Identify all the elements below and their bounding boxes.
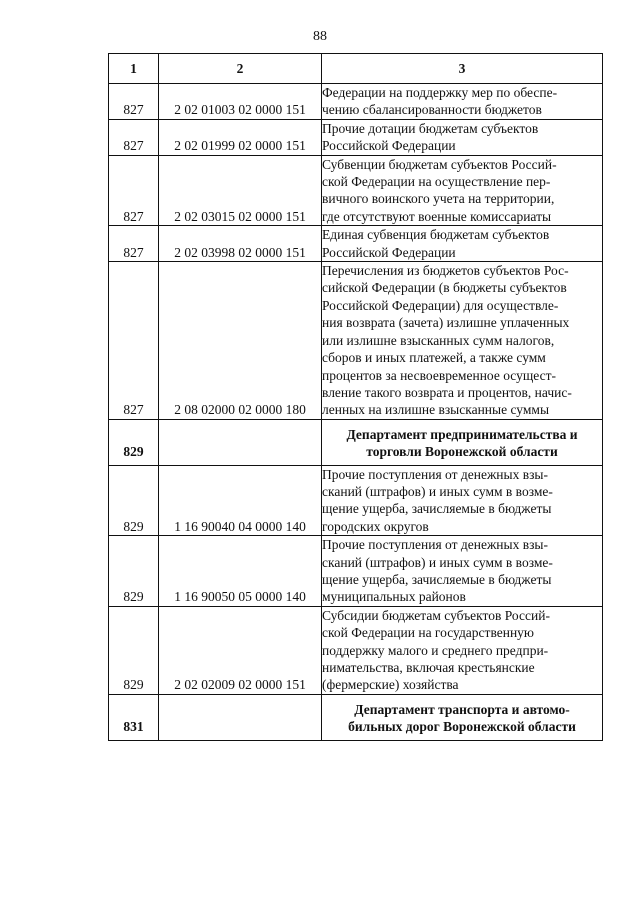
description-line: Субвенции бюджетам субъектов Россий- [322,156,557,172]
revenue-description [322,226,603,262]
description-line: торговли Воронежской области [366,444,558,460]
department-row [109,419,603,465]
administrator-code: 827 [109,84,159,120]
description-line: Прочие дотации бюджетам субъектов [322,120,539,136]
table-row [109,226,603,262]
description-line: где отсутствуют военные комиссариаты [322,208,552,224]
revenue-description [322,262,603,420]
administrator-code: 827 [109,262,159,420]
table-row [109,606,603,694]
description-line: (фермерские) хозяйства [322,677,459,693]
column-header: 3 [322,54,603,84]
description-line: Российской Федерации [322,244,456,260]
description-line: ленных на излишне взысканные суммы [322,402,550,418]
description-line: городских округов [322,518,429,534]
table-row [109,119,603,155]
description-line: сканий (штрафов) и иных сумм в возме- [322,554,553,570]
administrator-code: 827 [109,119,159,155]
table-row [109,262,603,420]
description-line: ния возврата (зачета) излишне уплаченных [322,315,570,331]
administrator-code: 827 [109,226,159,262]
description-line: сийской Федерации (в бюджеты субъектов [322,280,567,296]
description-line: Департамент предпринимательства и [346,426,578,442]
description-line: Российской Федерации) для осуществле- [322,297,559,313]
administrator-code: 829 [109,465,159,536]
description-line: щение ущерба, зачисляемые в бюджеты [322,571,552,587]
budget-classification-code: 2 02 01999 02 0000 151 [159,119,322,155]
budget-classification-code: 1 16 90040 04 0000 140 [159,465,322,536]
description-line: поддержку малого и среднего предпри- [322,642,549,658]
description-line: сканий (штрафов) и иных сумм в возме- [322,483,553,499]
page-number: 88 [313,29,327,44]
budget-classification-code: 2 02 03998 02 0000 151 [159,226,322,262]
description-line: бильных дорог Воронежской области [348,719,576,735]
column-header: 2 [159,54,322,84]
description-line: ской Федерации на государственную [322,625,535,641]
description-line: Прочие поступления от денежных взы- [322,466,548,482]
description-line: сборов и иных платежей, а также сумм [322,350,546,366]
administrator-code: 829 [109,419,159,465]
revenue-description [322,465,603,536]
description-line: муниципальных районов [322,589,466,605]
revenue-description [322,606,603,694]
revenue-description [322,155,603,226]
budget-classification-code: 2 02 02009 02 0000 151 [159,606,322,694]
budget-classification-code [159,694,322,740]
revenue-description [322,536,603,607]
administrator-code: 831 [109,694,159,740]
administrator-code: 829 [109,606,159,694]
description-line: ской Федерации на осуществление пер- [322,174,551,190]
budget-classification-code: 1 16 90050 05 0000 140 [159,536,322,607]
revenue-description [322,119,603,155]
description-line: Субсидии бюджетам субъектов Россий- [322,607,550,623]
table-row [109,155,603,226]
budget-classification-table [108,53,603,741]
description-line: Федерации на поддержку мер по обеспе- [322,85,558,100]
description-line: вление такого возврата и процентов, начис- [322,384,572,400]
department-name [322,694,603,740]
revenue-description [322,84,603,120]
table-row [109,465,603,536]
table-row [109,536,603,607]
column-header: 1 [109,54,159,84]
description-line: Единая субвенция бюджетам субъектов [322,227,550,243]
department-row [109,694,603,740]
description-line: Прочие поступления от денежных взы- [322,537,548,553]
description-line: Департамент транспорта и автомо- [354,701,570,717]
table-header-row [109,54,603,84]
table-row [109,84,603,120]
description-line: или излишне взысканных сумм налогов, [322,332,555,348]
description-line: Перечисления из бюджетов субъектов Рос- [322,263,569,279]
budget-classification-code: 2 02 03015 02 0000 151 [159,155,322,226]
administrator-code: 827 [109,155,159,226]
budget-classification-code [159,419,322,465]
description-line: вичного воинского учета на территории, [322,191,555,207]
budget-classification-code: 2 08 02000 02 0000 180 [159,262,322,420]
budget-classification-code: 2 02 01003 02 0000 151 [159,84,322,120]
description-line: нимательства, включая крестьянские [322,660,535,675]
administrator-code: 829 [109,536,159,607]
description-line: чению сбалансированности бюджетов [322,102,542,118]
description-line: щение ущерба, зачисляемые в бюджеты [322,501,552,517]
department-name [322,419,603,465]
description-line: процентов за несвоевременное осущест- [322,367,556,383]
description-line: Российской Федерации [322,138,456,154]
